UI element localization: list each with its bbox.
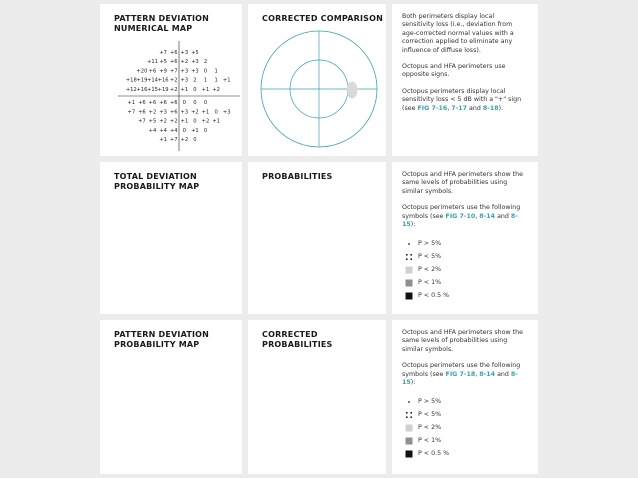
deviation-value: 0 [182,100,186,107]
deviation-value: 2 [193,77,197,84]
deviation-value: +6 [169,100,178,107]
deviation-value: 0 [193,118,197,125]
deviation-value: +1 [180,86,189,93]
deviation-value: +9 [159,68,167,75]
deviation-value: +1 [222,77,231,84]
hfa-pattern-probability-map [100,320,242,474]
legend-item: P < 2% [402,263,528,276]
deviation-value: 1 [214,77,218,84]
deviation-value: +16 [136,86,148,93]
deviation-value: +6 [169,59,178,66]
info-panel-corrected-probabilities [392,320,538,474]
info-text: Octopus perimeters use the following symbols (see FIG 7-10, 8-14 and 8-15): [402,204,521,229]
legend-item: P > 5% [402,237,528,250]
numerical-map [100,4,242,156]
deviation-value: +2 [212,86,220,93]
deviation-value: 0 [203,100,208,107]
deviation-value: +3 [191,59,199,66]
octopus-corrected-probability-field [248,320,386,474]
deviation-value: +7 [127,109,136,116]
deviation-value: 0 [214,109,218,116]
figure-link[interactable]: 8-14 [479,212,496,220]
info-text: Octopus and HFA perimeters use opposite signs. [402,63,506,79]
deviation-value: +12 [125,86,137,93]
figure-link[interactable]: 8-18 [482,104,499,112]
deviation-value: +1 [191,127,199,134]
corrected-probabilities-panel [248,320,386,474]
deviation-value: +4 [169,127,178,134]
info-text: Both perimeters display local sensitivity loss (i.e., deviation from age-corrected normal values with a correction applied to eliminate any influence of diffuse loss). [402,13,514,54]
deviation-value: 1 [214,68,218,75]
deviation-value: 1 [203,77,208,84]
deviation-value: +14 [147,77,158,84]
figure-link[interactable]: FIG 7-10 [445,212,476,220]
total-deviation-probability-panel [100,162,242,314]
deviation-value: +3 [180,68,189,75]
deviation-value: +3 [180,50,189,56]
octopus-field-comparison [248,4,386,156]
deviation-value: +5 [159,59,167,66]
deviation-value: +7 [169,68,178,75]
corrected-comparison-panel [248,4,386,156]
info-panel-comparison [392,4,538,156]
deviation-value: +5 [148,118,157,125]
deviation-value: +4 [148,127,157,134]
legend-item: P < 5% [402,250,528,263]
panel-title: CORRECTED COMPARISON [262,14,384,23]
deviation-value: +15 [147,86,158,93]
deviation-value: +6 [148,68,157,75]
deviation-value: +2 [169,118,178,125]
deviation-value: +2 [148,109,157,116]
deviation-value: +2 [191,109,199,116]
deviation-value: +3 [180,77,189,84]
deviation-value: +1 [212,118,220,125]
info-text: Octopus and HFA perimeters show the same levels of probabilities using similar symbols. [402,171,523,195]
info-text: Octopus perimeters display local sensitivity loss < 5 dB with a "+" sign (see FIG 7-16, 7-17 and 8-18). [402,87,522,112]
deviation-value: 0 [193,137,197,143]
deviation-value: +5 [191,50,199,56]
deviation-value: +19 [157,86,169,93]
deviation-value: +1 [180,118,189,125]
panel-title: PATTERN DEVIATION PROBABILITY MAP [114,330,210,349]
deviation-value: +2 [159,118,167,125]
deviation-value: +11 [147,59,158,66]
symbol-legend [402,395,528,460]
deviation-value: 2 [203,59,208,66]
panel-title: TOTAL DEVIATION PROBABILITY MAP [114,172,200,191]
deviation-value: +1 [159,137,167,143]
deviation-value: +3 [159,109,167,116]
deviation-value: 0 [193,100,197,107]
deviation-value: +2 [201,118,210,125]
deviation-value: 0 [182,127,186,134]
figure-link[interactable]: FIG 7-18 [445,370,476,378]
deviation-value: +4 [159,127,167,134]
panel-title: PROBABILITIES [262,172,333,181]
deviation-value: +7 [138,118,146,125]
legend-item: P < 0.5 % [402,289,528,302]
deviation-value: +2 [180,137,189,143]
legend-item: P < 0.5 % [402,447,528,460]
deviation-value: +6 [159,100,167,107]
deviation-value: +19 [136,77,148,84]
deviation-value: +2 [180,59,189,66]
legend-item: P > 5% [402,395,528,408]
figure-link[interactable]: 7-17 [451,104,468,112]
deviation-value: +6 [138,109,146,116]
deviation-value: +3 [191,68,199,75]
figure-link[interactable]: 8-14 [479,370,496,378]
deviation-value: +1 [127,100,136,107]
pattern-deviation-numerical-panel [100,4,242,156]
legend-item: P < 1% [402,276,528,289]
deviation-value: +18 [125,77,137,84]
figure-link[interactable]: 8-15 [402,212,518,229]
deviation-value: +20 [136,68,148,75]
blind-spot [347,82,358,99]
deviation-value: +3 [180,109,189,116]
deviation-value: +7 [159,50,167,56]
deviation-value: +6 [169,50,178,56]
probabilities-panel [248,162,386,314]
pattern-deviation-probability-panel [100,320,242,474]
panel-title: PATTERN DEVIATION NUMERICAL MAP [114,14,210,33]
deviation-value: 0 [203,68,208,75]
deviation-value: +1 [201,86,210,93]
deviation-value: +2 [169,86,178,93]
deviation-value: +16 [157,77,169,84]
legend-item: P < 5% [402,408,528,421]
legend-item: P < 2% [402,421,528,434]
deviation-value: +6 [169,109,178,116]
panel-title: CORRECTED PROBABILITIES [262,330,333,349]
hfa-probability-map [100,162,242,314]
info-panel-probabilities [392,162,538,314]
info-text: Octopus perimeters use the following symbols (see FIG 7-18, 8-14 and 8-15): [402,362,521,387]
deviation-value: 0 [203,127,208,134]
figure-link[interactable]: 8-15 [402,370,518,387]
deviation-value: 0 [193,86,197,93]
deviation-value: +3 [222,109,231,116]
deviation-value: +2 [169,77,178,84]
figure-link[interactable]: FIG 7-16 [417,104,448,112]
deviation-value: +6 [138,100,146,107]
symbol-legend [402,237,528,302]
deviation-value: +7 [169,137,178,143]
deviation-value: +6 [148,100,157,107]
info-text: Octopus and HFA perimeters show the same levels of probabilities using similar symbols. [402,329,523,353]
deviation-value: +1 [201,109,210,116]
legend-item: P < 1% [402,434,528,447]
octopus-probability-field [248,162,386,314]
